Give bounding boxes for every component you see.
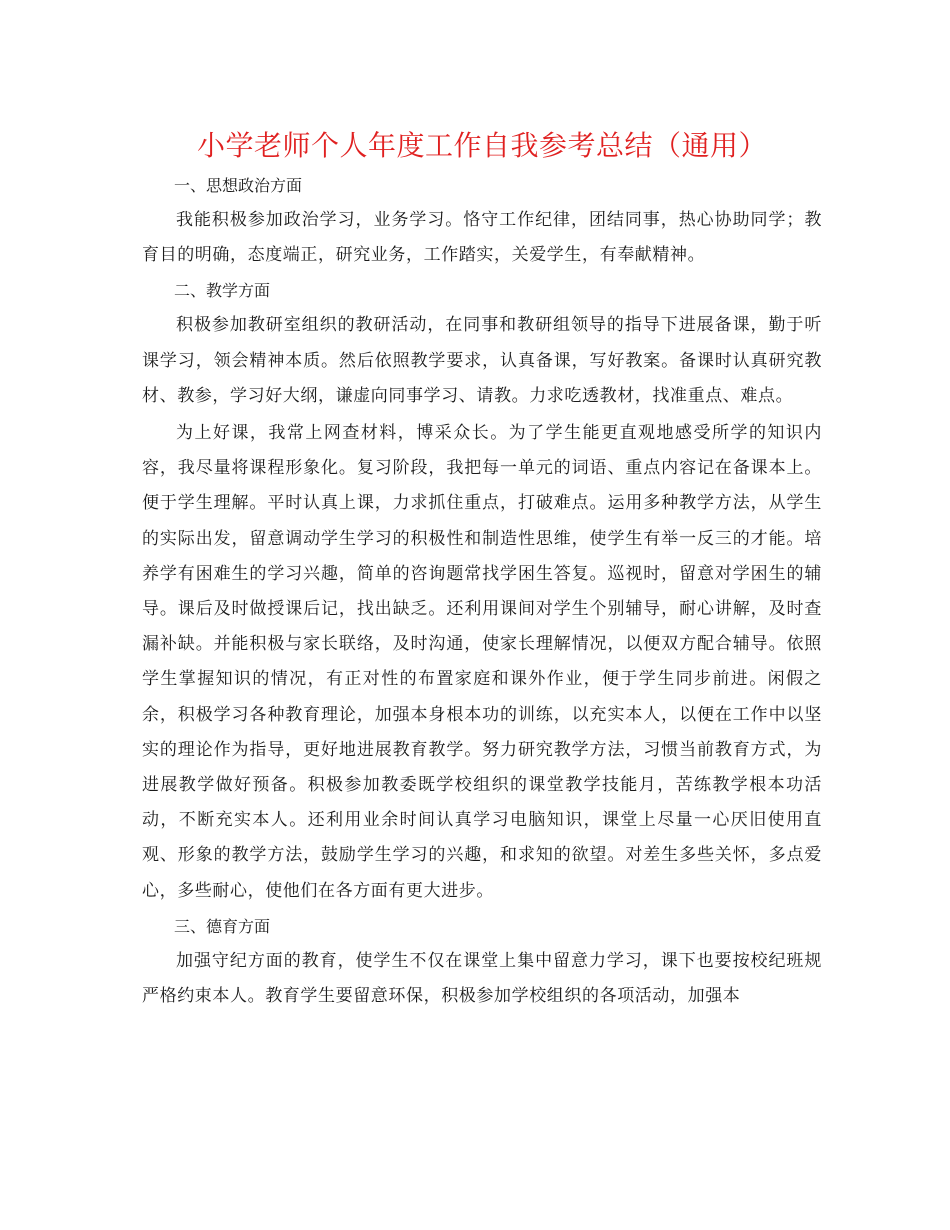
paragraph-politics: 我能积极参加政治学习，业务学习。恪守工作纪律，团结同事，热心协助同学；教育目的明确，态度端正，研究业务，工作踏实，关爱学生，有奉献精神。 — [142, 210, 822, 266]
section-heading-moral: 三、德育方面 — [174, 916, 271, 936]
document-page — [142, 126, 822, 1014]
section-heading-politics: 一、思想政治方面 — [174, 176, 303, 195]
paragraph-teaching-methods: 为上好课，我常上网查材料，博采众长。为了学生能更直观地感受所学的知识内容，我尽量将课程形象化。复习阶段，我把每一单元的词语、重点内容记在备课本上。便于学生理解。平时认真上课，力求抓住重点，打破难点。运用多种教学方法，从学生的实际出发，留意调动学生学习的积极性和制造性思维，使学生有举一反三的才能。培养学有困难生的学习兴趣，简单的咨询题常找学困生答复。巡视时，留意对学困生的辅导。课后及时做授课后记，找出缺乏。还利用课间对学生个别辅导，耐心讲解，及时查漏补缺。并能积极与家长联络，及时沟通，使家长理解情况，以便双方配合辅导。依照学生掌握知识的情况，有正对性的布置家庭和课外作业，便于学生同步前进。闲假之余，积极学习各种教育理论，加强本身根本功的训练，以充实本人，以便在工作中以坚实的理论作为指导，更好地进展教育教学。努力研究教学方法，习惯当前教育方式，为进展教学做好预备。积极参加教委既学校组织的课堂教学技能月，苦练教学根本功活动，不断充实本人。还利用业余时间认真学习电脑知识，课堂上尽量一心厌旧使用直观、形象的教学方法，鼓励学生学习的兴趣，和求知的欲望。对差生多些关怀，多点爱心，多些耐心，使他们在各方面有更大进步。 — [142, 423, 822, 901]
paragraph-teaching-research: 积极参加教研室组织的教研活动，在同事和教研组领导的指导下进展备课，勤于听课学习，领会精神本质。然后依照教学要求，认真备课，写好教案。备课时认真研究教材、教参，学习好大纲，谦虚向同事学习、请教。力求吃透教材，找准重点、难点。 — [142, 315, 822, 406]
paragraph-moral: 加强守纪方面的教育，使学生不仅在课堂上集中留意力学习，课下也要按校纪班规严格约束本人。教育学生要留意环保，积极参加学校组织的各项活动，加强本 — [142, 950, 822, 1007]
document-title: 小学老师个人年度工作自我参考总结（通用） — [196, 129, 767, 162]
section-heading-teaching: 二、教学方面 — [174, 281, 271, 301]
